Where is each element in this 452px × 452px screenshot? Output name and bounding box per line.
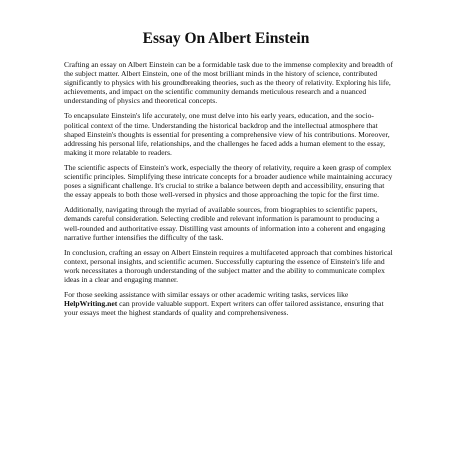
essay-body (64, 60, 394, 323)
paragraph-scientific-aspects: The scientific aspects of Einstein's work, especially the theory of relativity, require a keen grasp of complex scientific principles. Simplifying these intricate concepts for a broader audience while maintaining accuracy poses a significant challenge. It's crucial to strike a balance between depth and accessibility, ensuring that the essay appeals to both those well-versed in physics and those approaching the topic for the first time. (64, 162, 393, 200)
paragraph-early-life: To encapsulate Einstein's life accurately, one must delve into his early years, education, and the socio-political context of the time. Understanding the historical backdrop and the intellectual atmosphere that shaped Einstein's thoughts is essential for presenting a comprehensive view of his contributions. Moreover, addressing his personal life, relationships, and the challenges he faced adds a human element to the essay, making it more relatable to readers. (64, 111, 390, 157)
assistance-text-before: For those seeking assistance with similar essays or other academic writing tasks, services like (64, 290, 349, 300)
paragraph-assistance (64, 290, 394, 317)
paragraph-intro: Crafting an essay on Albert Einstein can be a formidable task due to the immense complexity and breadth of the subject matter. Albert Einstein, one of the most brilliant minds in the history of science, contributed significantly to physics with his groundbreaking theories, such as the theory of relativity. Exploring his life, achievements, and impact on the scientific community demands meticulous research and a nuanced understanding of physics and theoretical concepts. (64, 60, 393, 106)
brand-name: HelpWriting.net (64, 299, 118, 309)
page-title: Essay On Albert Einstein (142, 30, 310, 47)
assistance-text-after: can provide valuable support. Expert writers can offer tailored assistance, ensuring that your essays meet the highest standards of quality and comprehensiveness. (64, 299, 384, 318)
paragraph-conclusion: In conclusion, crafting an essay on Albert Einstein requires a multifaceted approach that combines historical context, personal insights, and scientific acumen. Successfully capturing the essence of Einstein's life and work necessitates a thorough understanding of the subject matter and the ability to communicate complex ideas in a clear and engaging manner. (64, 247, 393, 284)
paragraph-sources: Additionally, navigating through the myriad of available sources, from biographies to scientific papers, demands careful consideration. Selecting credible and relevant information is paramount to producing a well-rounded and authoritative essay. Distilling vast amounts of information into a coherent and engaging narrative further intensifies the difficulty of the task. (64, 205, 386, 242)
